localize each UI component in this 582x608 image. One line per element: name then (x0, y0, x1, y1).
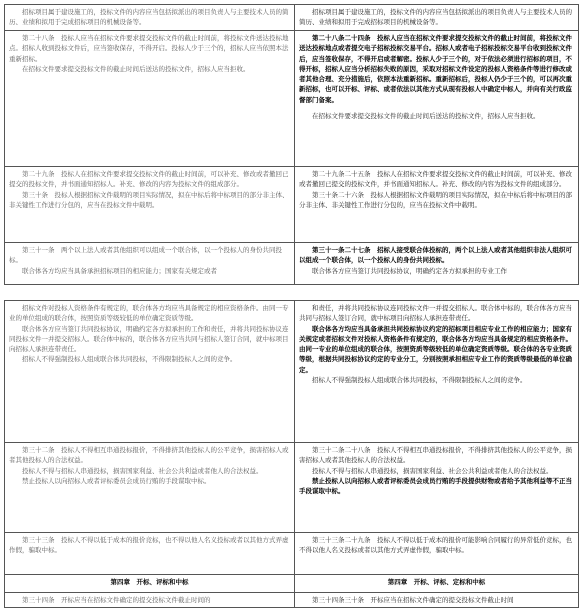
old-text-cell (5, 533, 295, 575)
table-row (5, 301, 579, 443)
old-paragraph: 第三十一条 两个以上法人或者其他组织可以组成一个联合体，以一个投标人的身份共同投标。 (9, 246, 282, 265)
new-paragraph: 第二十九条二十五条 投标人在招标文件要求提交投标文件的截止时间前，可以补充、修改或者撤回已提交的投标文件，并书面通知招标人。补充、修改的内容为投标文件的组成部分。 (299, 170, 572, 189)
new-paragraph: 投标人不得与招标人串通投标，损害国家利益、社会公共利益或者他人的合法权益。 (312, 466, 553, 475)
table-row (5, 533, 579, 575)
new-text-cell (295, 5, 579, 31)
new-paragraph: 招标人不得强制投标人组成联合体共同投标，不得限制投标人之间的竞争。 (312, 376, 527, 385)
table-row (5, 5, 579, 31)
old-paragraph: 招标文件对投标人资格条件有规定的，联合体各方均应当具备规定的相应资格条件。由同一专业的单位组成的联合体，按照资质等级较低的单位确定资质等级。 (9, 304, 289, 323)
old-text-cell (5, 167, 295, 243)
old-text-cell (5, 5, 295, 31)
new-paragraph: 第二十八条二十四条 投标人应当在招标文件要求提交投标文件的截止时间前，将投标文件送达投标地点或者提交电子招标投标交易平台。招标人或者电子招标投标交易平台收到投标文件后，应当签收保存，不得开启或者解密。投标人少于三个的，对于依法必须进行招标的项目，不得开标，招标人应当分析招标失败的原因，采取对招标文件设定的投标人资格条件等进行修改或者其他合理、充分措施后，依照本法重新招标。重新招标后，投标人仍少于三个的，可以再次重新招标，也可以开标、评标、或者依法以其他方式从现有投标人中确定中标人，并向有关行政监督部门备案。 (299, 34, 572, 104)
old-chapter-heading: 第四章 开标、评标和中标 (5, 575, 295, 593)
chapter-heading-row (5, 575, 579, 593)
new-text-cell (295, 167, 579, 243)
new-paragraph: 在招标文件要求提交投标文件的截止时间后送达的投标文件，招标人应当拒收。 (312, 112, 540, 121)
new-text-cell (295, 301, 579, 443)
new-text-cell (295, 243, 579, 285)
new-chapter-heading: 第四章 开标、评标、定标和中标 (295, 575, 579, 593)
old-text-cell (5, 443, 295, 533)
old-paragraph: 招标项目属于建设施工的，投标文件的内容应当包括拟派出的项目负责人与主要技术人员的简历、业绩和拟用于完成招标项目的机械设备等。 (9, 8, 289, 27)
old-paragraph: 联合体各方均应当具备承担招标项目的相应能力；国家有关规定或者 (22, 266, 217, 275)
old-text-cell (5, 301, 295, 443)
new-paragraph: 第三十四条三十条 开标应当在招标文件确定的提交投标文件截止时间 (312, 596, 514, 604)
old-paragraph: 投标人不得与招标人串通投标，损害国家利益、社会公共利益或者他人的合法权益。 (22, 466, 263, 475)
new-paragraph: 第三十条二十六条 投标人根据招标文件载明的项目实际情况，拟在中标后将中标项目的部分非主体、非关键性工作进行分包的，应当在投标文件中载明。 (299, 190, 572, 209)
old-paragraph: 第二十八条 投标人应当在招标文件要求提交投标文件的截止时间前，将投标文件送达投标地点。招标人收到投标文件后，应当签收保存，不得开启。投标人少于三个的，招标人应当依照本法重新招标。 (9, 34, 289, 63)
new-paragraph: 第三十一条二十七条 招标人接受联合体投标的，两个以上法人或者其他组织非法人组织可以组成一个联合体，以一个投标人的身份共同投标。 (299, 246, 572, 265)
comparison-table-bottom (4, 300, 579, 608)
old-paragraph: 禁止投标人以向招标人或者评标委员会成员行贿的手段谋取中标。 (22, 476, 211, 485)
old-paragraph: 联合体各方应当签订共同投标协议，明确约定各方拟承担的工作和责任，并将共同投标协议连同投标文件一并提交招标人。联合体中标的，联合体各方应当共同与招标人签订合同，就中标项目向招标人承担连带责任。 (9, 324, 289, 354)
old-paragraph: 招标人不得强制投标人组成联合体共同投标，不得限制投标人之间的竞争。 (22, 355, 237, 364)
old-paragraph: 第三十二条 投标人不得相互串通投标报价，不得排挤其他投标人的公平竞争，损害招标人或者其他投标人的合法权益。 (9, 446, 289, 465)
new-text-cell (295, 593, 579, 608)
comparison-table-top (4, 4, 579, 285)
table-row (5, 167, 579, 243)
new-paragraph: 联合体各方均应当具备承担共同投标协议约定的招标项目相应专业工作的相应能力；国家有关规定或者招标文件对投标人资格条件有规定的，联合体各方均应当具备规定的相应资格条件。由同一专业的单位组成的联合体，按照资质等级较低的单位确定资质等级。联合体的各专业资质等级，根据共同投标协议约定的专业分工，分别按照承担相应专业工作的资质等级最低的单位确定。 (299, 324, 572, 374)
old-text-cell (5, 593, 295, 608)
new-paragraph: 和责任，并将共同投标协议连同投标文件一并提交招标人。联合体中标的，联合体各方应当共同与招标人签订合同，就中标项目向招标人承担连带责任。 (299, 304, 572, 323)
new-paragraph: 联合体各方应当签订共同投标协议，明确约定各方拟承担的专业工作 (312, 266, 507, 275)
table-row (5, 593, 579, 608)
new-text-cell (295, 533, 579, 575)
table-row (5, 243, 579, 285)
old-paragraph: 第二十九条 投标人在招标文件要求提交投标文件的截止时间前，可以补充、修改或者撤回已提交的投标文件，并书面通知招标人。补充、修改的内容为投标文件的组成部分。 (9, 170, 289, 189)
old-paragraph: 第三十条 投标人根据招标文件载明的项目实际情况，拟在中标后将中标项目的部分非主体、非关键性工作进行分包的，应当在投标文件中载明。 (9, 190, 289, 209)
table-row (5, 443, 579, 533)
new-paragraph: 第三十三条二十九条 投标人不得以低于成本的报价可能影响合同履行的异常低价竞标，也不得以他人名义投标或者以其他方式弄虚作假，骗取中标。 (299, 536, 572, 555)
old-paragraph: 在招标文件要求提交投标文件的截止时间后送达的投标文件，招标人应当拒收。 (22, 64, 250, 73)
old-paragraph: 第三十三条 投标人不得以低于成本的报价竞标，也不得以他人名义投标或者以其他方式弄虚作假，骗取中标。 (9, 536, 289, 555)
new-paragraph: 禁止投标人以向招标人或者评标委员会成员行贿的手段提供财物或者给予其他利益等不正当手段谋取中标。 (299, 476, 572, 496)
new-paragraph: 第三十二条二十八条 投标人不得相互串通投标报价，不得排挤其他投标人的公平竞争，损害招标人或者其他投标人的合法权益。 (299, 446, 572, 465)
old-text-cell (5, 31, 295, 167)
new-text-cell (295, 443, 579, 533)
old-paragraph: 第三十四条 开标应当在招标文件确定的提交投标文件截止时间的 (22, 596, 211, 604)
old-text-cell (5, 243, 295, 285)
new-paragraph: 招标项目属于建设施工的，投标文件的内容应当包括拟派出的项目负责人与主要技术人员的简历、业绩和拟用于完成招标项目的机械设备等。 (299, 8, 572, 27)
new-text-cell (295, 31, 579, 167)
table-row (5, 31, 579, 167)
